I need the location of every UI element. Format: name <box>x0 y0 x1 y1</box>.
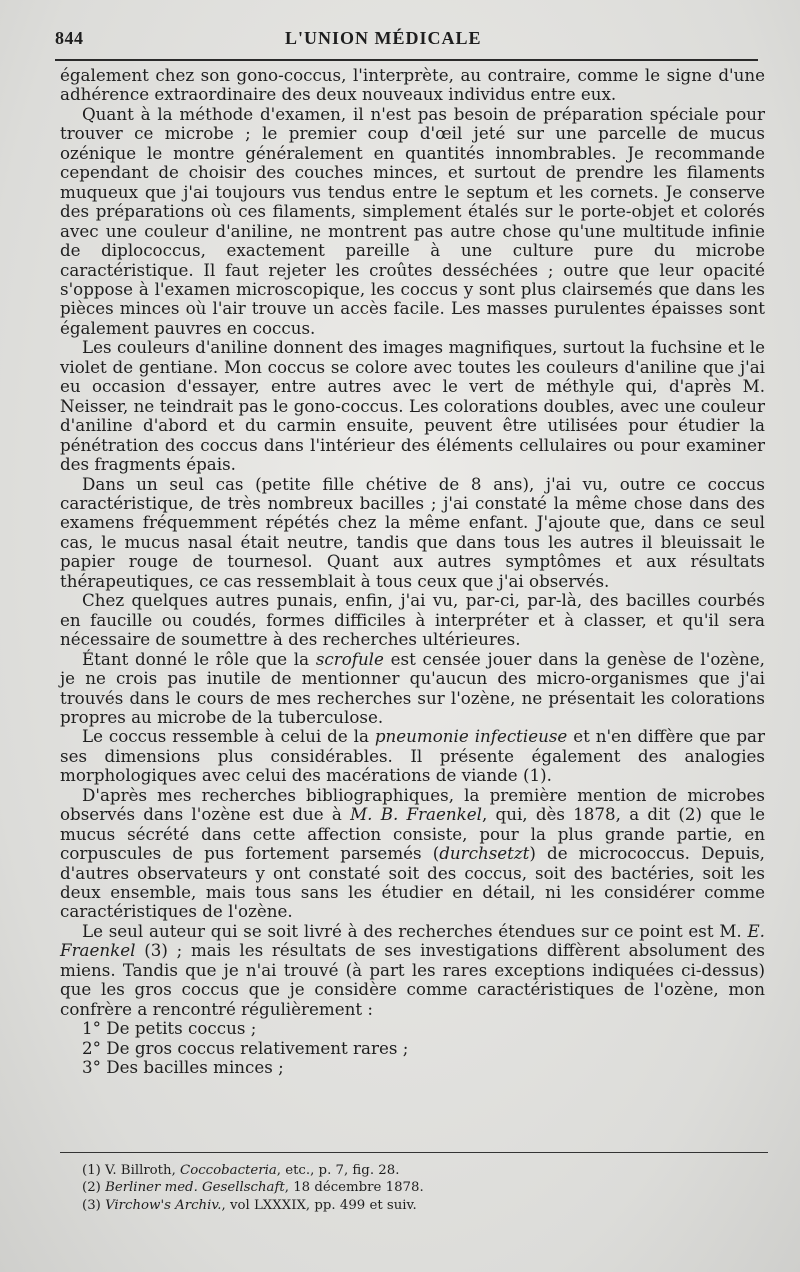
paragraph-fraenkel-e <box>60 922 765 1019</box>
text-run: Étant donné le rôle que la <box>82 648 316 669</box>
text-run: , qui, dès 1878, a dit (2) que le mucus sécrété dans cette affection consiste, pour la plus grande partie, en corpuscules de pus fortement parsemés ( <box>60 804 765 864</box>
paragraph-scrofule <box>60 650 765 728</box>
text-run: et n'en diffère que par ses dimensions plus considérables. Il présente également des analogies morphologiques avec celui des macérations de viande (1). <box>60 726 765 786</box>
footnote <box>82 1179 762 1196</box>
text-run: D'après mes recherches bibliographiques, la première mention de microbes observés dans l'ozène est due à <box>60 784 765 825</box>
italic-author: M. B. Fraenkel <box>350 804 482 825</box>
page-number: 844 <box>55 28 84 48</box>
italic-term: scrofule <box>315 648 384 669</box>
text-run: Le seul auteur qui se soit livré à des recherches étendues sur ce point est M. <box>82 920 748 941</box>
footnote-text: (3) <box>82 1197 106 1213</box>
footnotes <box>82 1162 762 1214</box>
list-item: 2° De gros coccus relativement rares ; <box>82 1037 409 1058</box>
findings-list <box>60 1019 765 1077</box>
paragraph-pneumonie <box>60 727 765 785</box>
italic-term: pneumonie infectieuse <box>374 726 568 747</box>
page-header <box>55 28 770 50</box>
header-rule <box>55 59 758 61</box>
footnote-text: , 18 décembre 1878. <box>284 1180 424 1196</box>
body-text <box>60 66 765 1078</box>
footnote <box>82 1197 762 1214</box>
italic-author: E. Fraenkel <box>60 920 765 961</box>
footnote-text: , vol LXXXIX, pp. 499 et suiv. <box>221 1197 417 1213</box>
footnote-title: Coccobacteria <box>180 1163 277 1178</box>
paragraph-methode: Quant à la méthode d'examen, il n'est pas besoin de préparation spéciale pour trouver ce microbe ; le premier coup d'œil jeté sur une parcelle de mucus ozénique le montre généralement en quantités innombrables. Je recommande cependant de choisir des couches minces, et surtout de prendre les filaments muqueux que j'ai toujours vus tendus entre le septum et les cornets. Je conserve des préparations où ces filaments, simplement étalés sur le porte-objet et colorés avec une couleur d'aniline, ne montrent pas autre chose qu'une multitude infinie de diplococcus, exactement pareille à une culture pure du microbe caractéristique. Il faut rejeter les croûtes desséchées ; outre que leur opacité s'oppose à l'examen microscopique, les coccus y sont plus clairsemés que dans les pièces minces où l'air trouve un accès facile. Les masses purulentes épaisses sont également pauvres en coccus. <box>60 103 765 338</box>
footnote-title: Berliner med. Gesellschaft <box>105 1180 285 1196</box>
paragraph-couleurs: Les couleurs d'aniline donnent des images magnifiques, surtout la fuchsine et le violet de gentiane. Mon coccus se colore avec toutes les couleurs d'aniline que j'ai eu occasion d'essayer, entre autres avec le vert de méthyle qui, d'après M. Neisser, ne teindrait pas le gono-coccus. Les colorations doubles, avec une couleur d'aniline d'abord et du carmin ensuite, peuvent être utilisées pour étudier la pénétration des coccus dans l'intérieur des éléments cellulaires ou pour examiner des fragments épais. <box>60 337 765 475</box>
text-run: Le coccus ressemble à celui de la <box>82 726 375 747</box>
footnote-text: (2) <box>82 1180 106 1196</box>
list-item: 3° Des bacilles minces ; <box>82 1057 284 1078</box>
footnote <box>82 1162 762 1179</box>
footnote-text: , etc., p. 7, fig. 28. <box>276 1163 400 1178</box>
list-item: 1° De petits coccus ; <box>82 1018 257 1039</box>
text-run: (3) ; mais les résultats de ses investigations diffèrent absolument des miens. Tandis que je n'ai trouvé (à part les rares exceptions indiquées ci-dessus) que les gros coccus que je considère comme caractéristiques de l'ozène, mon confrère a rencontré régulièrement : <box>60 940 765 1019</box>
paragraph-punais: Chez quelques autres punais, enfin, j'ai vu, par-ci, par-là, des bacilles courbés en faucille ou coudés, formes difficiles à interpréter et à classer, et qu'il sera nécessaire de soumettre à des recherches ultérieures. <box>60 590 765 650</box>
footnote-title: Virchow's Archiv. <box>105 1197 222 1213</box>
paragraph-seul-cas: Dans un seul cas (petite fille chétive de 8 ans), j'ai vu, outre ce coccus caractéristique, de très nombreux bacilles ; j'ai constaté la même chose dans des examens fréquemment répétés chez la même enfant. J'ajoute que, dans ce seul cas, le mucus nasal était neutre, tandis que dans tous les autres il bleuissait le papier rouge de tournesol. Quant aux autres symptômes et aux résultats thérapeutiques, ce cas ressemblait à tous ceux que j'ai observés. <box>60 473 765 591</box>
footnote-text: (1) V. Billroth, <box>82 1163 181 1178</box>
footnote-rule <box>60 1152 768 1153</box>
text-run: ) de micrococcus. Depuis, d'autres observateurs y ont constaté soit des coccus, soit des bactéries, soit les deux ensemble, mais tous sans les étudier en détail, ni les considérer comme caractéristiques de l'ozène. <box>60 843 765 922</box>
text-run: est censée jouer dans la genèse de l'ozène, je ne crois pas inutile de mentionner qu'aucun des micro-organismes que j'ai trouvés dans le cours de mes recherches sur l'ozène, ne présentait les colorations propres au microbe de la tuberculose. <box>60 648 765 727</box>
running-head: L'UNION MÉDICALE <box>285 28 482 48</box>
paragraph-fraenkel-b <box>60 786 765 922</box>
paragraph-continuation: également chez son gono-coccus, l'interprète, au contraire, comme le signe d'une adhérence extraordinaire des deux nouveaux individus entre eux. <box>60 65 765 105</box>
italic-term: durchsetzt <box>439 843 530 864</box>
